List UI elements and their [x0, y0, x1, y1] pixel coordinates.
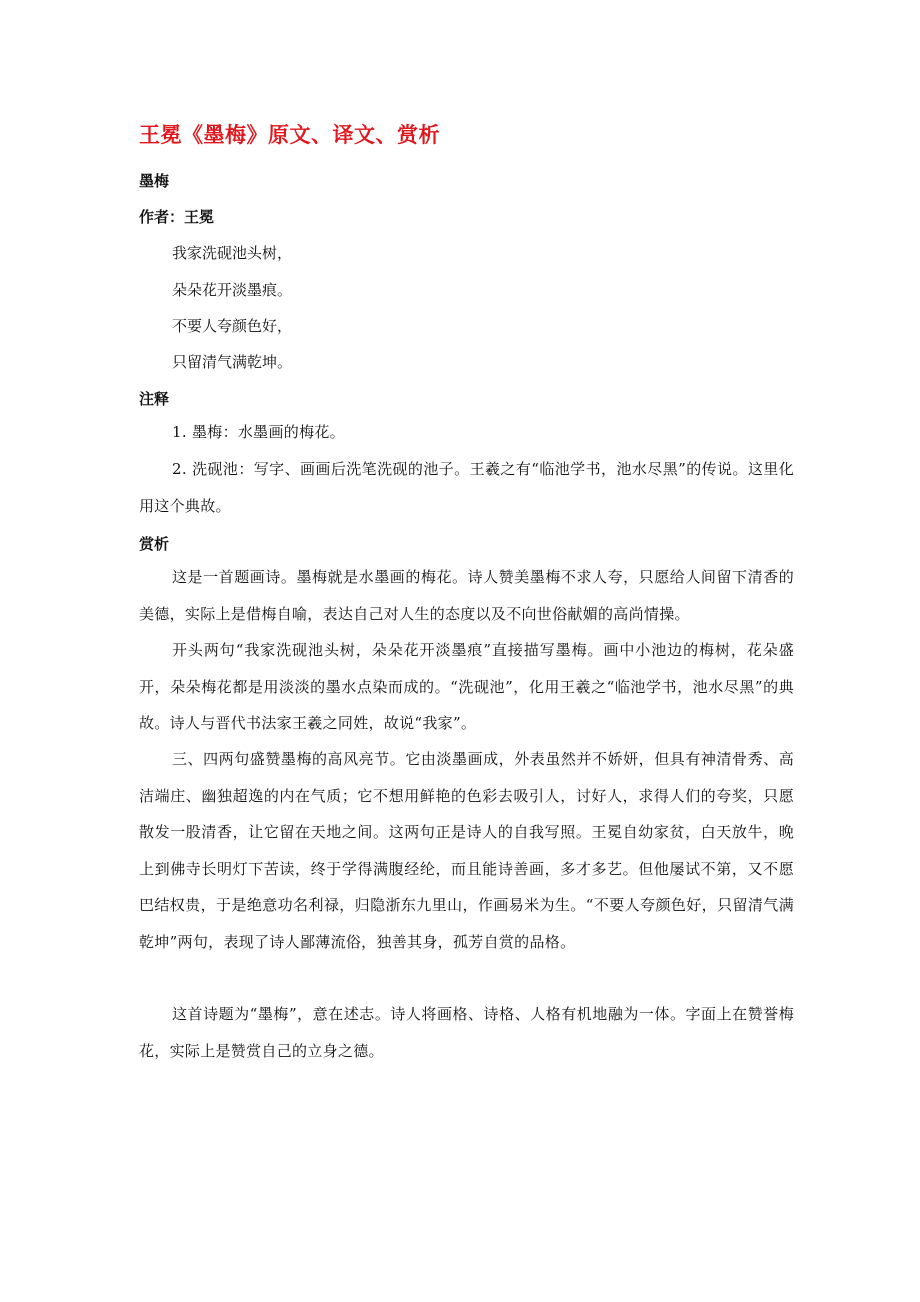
- appreciation-paragraph: 这首诗题为“墨梅”，意在述志。诗人将画格、诗格、人格有机地融为一体。字面上在赞誉梅花，实际上是赞赏自己的立身之德。: [139, 1005, 794, 1060]
- poem-line: 不要人夸颜色好，: [172, 317, 293, 335]
- poem-line: 朵朵花开淡墨痕。: [172, 281, 293, 299]
- document-title: 王冕《墨梅》原文、译文、赏析: [139, 122, 440, 147]
- poem-line: 我家洗砚池头树，: [172, 244, 293, 262]
- poem-title-heading: 墨梅: [139, 172, 170, 190]
- note-item: 2. 洗砚池：写字、画画后洗笔洗砚的池子。王羲之有“临池学书，池水尽黑”的传说。这里化用这个典故。: [139, 460, 794, 515]
- note-item: 1. 墨梅：水墨画的梅花。: [172, 423, 345, 441]
- appreciation-heading: 赏析: [139, 535, 170, 553]
- appreciation-paragraph: 这是一首题画诗。墨梅就是水墨画的梅花。诗人赞美墨梅不求人夸，只愿给人间留下清香的美德，实际上是借梅自喻，表达自己对人生的态度以及不向世俗献媚的高尚情操。: [139, 568, 794, 623]
- notes-heading: 注释: [139, 390, 170, 408]
- poem-line: 只留清气满乾坤。: [172, 353, 293, 371]
- appreciation-paragraph: 开头两句“我家洗砚池头树，朵朵花开淡墨痕”直接描写墨梅。画中小池边的梅树，花朵盛开，朵朵梅花都是用淡淡的墨水点染而成的。“洗砚池”，化用王羲之“临池学书，池水尽黑”的典故。诗人与晋代书法家王羲之同姓，故说“我家”。: [139, 641, 794, 732]
- author-line: 作者：王冕: [139, 208, 215, 226]
- appreciation-paragraph: 三、四两句盛赞墨梅的高风亮节。它由淡墨画成，外表虽然并不娇妍，但具有神清骨秀、高洁端庄、幽独超逸的内在气质；它不想用鲜艳的色彩去吸引人，讨好人，求得人们的夸奖，只愿散发一股清香，让它留在天地之间。这两句正是诗人的自我写照。王冕自幼家贫，白天放牛，晚上到佛寺长明灯下苦读，终于学得满腹经纶，而且能诗善画，多才多艺。但他屡试不第，又不愿巴结权贵，于是绝意功名利禄，归隐浙东九里山，作画易米为生。“不要人夸颜色好，只留清气满乾坤”两句，表现了诗人鄙薄流俗，独善其身，孤芳自赏的品格。: [139, 750, 794, 951]
